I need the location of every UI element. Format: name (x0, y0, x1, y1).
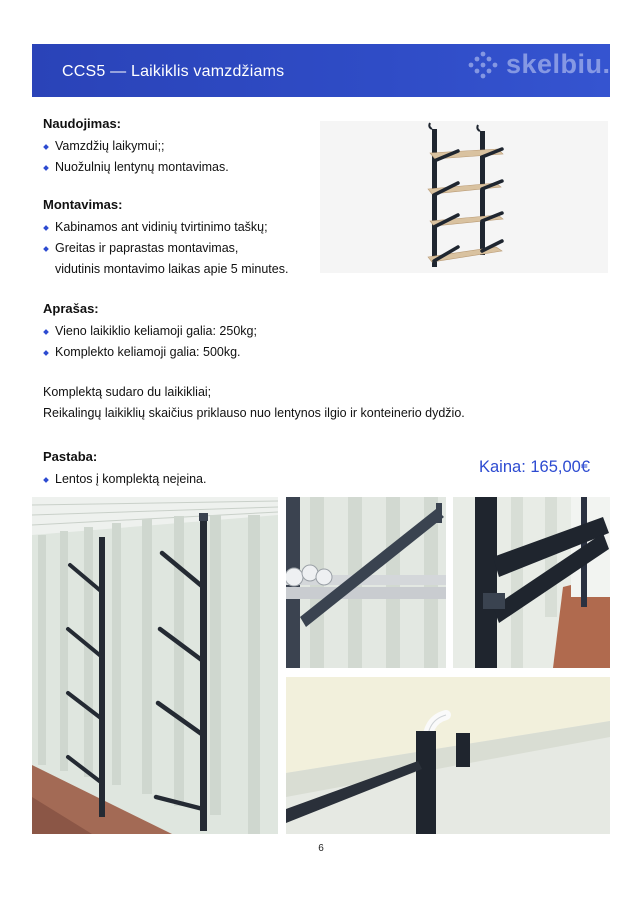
brand-watermark (466, 49, 611, 80)
notes-line: Reikalingų laikiklių skaičius priklauso nuo lentynos ilgio ir konteinerio dydžio. (43, 406, 465, 420)
installation-item: Kabinamos ant vidinių tvirtinimo taškų; (43, 217, 288, 238)
remark-heading: Pastaba: (43, 449, 98, 464)
header-banner (32, 44, 610, 97)
description-item: Komplekto keliamoji galia: 500kg. (43, 342, 257, 363)
price-label: Kaina: 165,00€ (479, 458, 591, 476)
notes-line: Komplektą sudaro du laikikliai; (43, 385, 212, 399)
usage-heading: Naudojimas: (43, 116, 122, 131)
remark-section (43, 447, 206, 490)
installation-item: Greitas ir paprastas montavimas, (43, 238, 288, 259)
brand-name: skelbiu. (506, 49, 611, 79)
usage-item: Nuožulnių lentynų montavimas. (43, 157, 229, 178)
installation-section (43, 195, 288, 280)
remark-item: Lentos į komplektą neįeina. (43, 469, 206, 490)
page-number: 6 (318, 843, 324, 854)
description-section (43, 299, 257, 363)
hook-mount-photo (286, 677, 610, 834)
usage-section (43, 114, 229, 178)
container-racks-photo (32, 497, 278, 834)
usage-item: Vamzdžių laikymui;; (43, 136, 229, 157)
page-title: CCS5 — Laikiklis vamzdžiams (62, 63, 285, 80)
description-heading: Aprašas: (43, 301, 99, 316)
bracket-closeup-photo (453, 497, 610, 668)
pipes-on-arm-photo (286, 497, 446, 668)
product-render-image (320, 121, 608, 273)
installation-continuation: vidutinis montavimo laikas apie 5 minutes. (55, 262, 289, 276)
description-item: Vieno laikiklio keliamoji galia: 250kg; (43, 321, 257, 342)
brand-logo-icon (466, 50, 500, 80)
installation-heading: Montavimas: (43, 197, 123, 212)
